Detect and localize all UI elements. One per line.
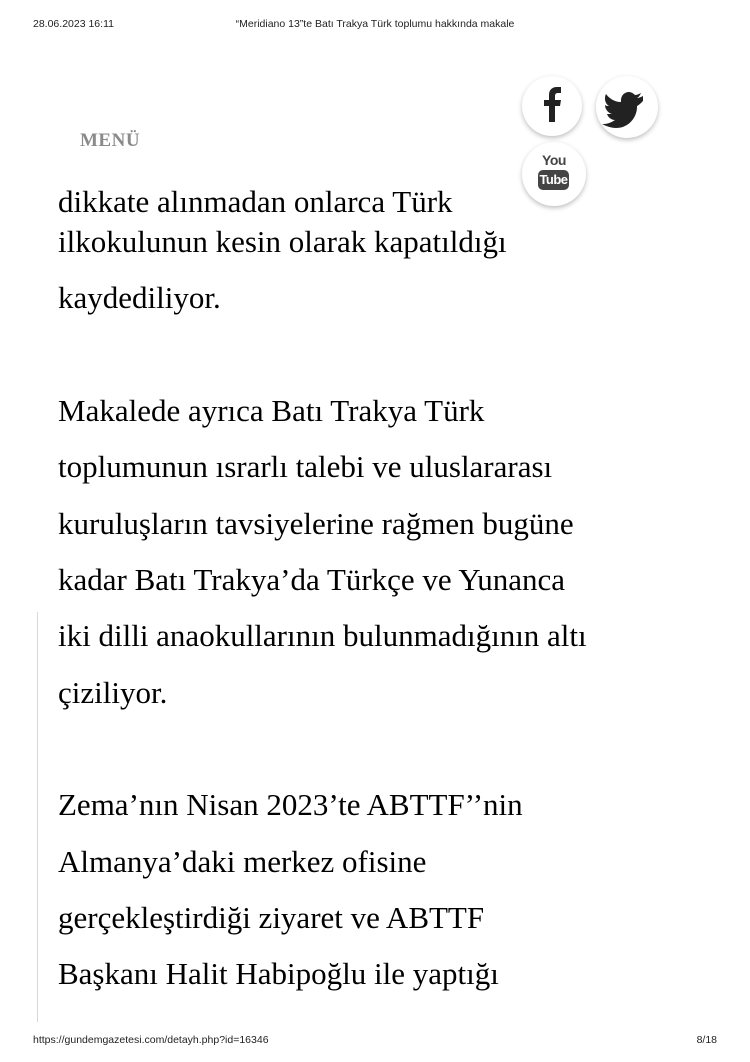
article-line: kaydediliyor.: [58, 280, 221, 316]
article-line: Başkanı Halit Habipoğlu ile yaptığı: [58, 956, 499, 992]
article-partial-line-text: dikkate alınmadan onlarca Türk: [58, 184, 453, 214]
article-body: [58, 158, 738, 1059]
print-url: https://gundemgazetesi.com/detayh.php?id=16346: [33, 1034, 269, 1046]
youtube-button[interactable]: [522, 142, 586, 206]
print-page-number: 8/18: [696, 1034, 717, 1046]
article-line: toplumunun ısrarlı talebi ve uluslararası: [58, 449, 553, 485]
print-page-title: “Meridiano 13”te Batı Trakya Türk toplumu hakkında makale: [235, 18, 515, 30]
article-paragraph-2: [58, 383, 738, 721]
article-line: gerçekleştirdiği ziyaret ve ABTTF: [58, 900, 485, 936]
menu-button[interactable]: MENÜ: [80, 130, 141, 151]
article-paragraph-1: [58, 214, 738, 327]
article-line: kadar Batı Trakya’da Türkçe ve Yunanca: [58, 562, 566, 598]
article-line: ilkokulunun kesin olarak kapatıldığı: [58, 224, 507, 259]
article-line: kuruluşların tavsiyelerine rağmen bugüne: [58, 505, 574, 541]
article-line: iki dilli anaokullarının bulunmadığının altı: [58, 618, 587, 654]
article-line: çiziliyor.: [58, 674, 168, 710]
article-line: Almanya’daki merkez ofisine: [58, 843, 427, 879]
article-paragraph-3: [58, 777, 738, 1003]
facebook-button[interactable]: [522, 76, 582, 136]
print-header: [0, 18, 750, 32]
article-partial-line: [58, 158, 738, 214]
print-footer: [0, 1034, 750, 1048]
facebook-icon: [522, 76, 582, 136]
article-line: Zema’nın Nisan 2023’te ABTTF’’nin: [58, 787, 523, 823]
print-datetime: 28.06.2023 16:11: [33, 18, 114, 30]
article-line: Makalede ayrıca Batı Trakya Türk: [58, 392, 485, 428]
side-divider: [37, 612, 38, 1022]
youtube-icon-you: You: [542, 152, 566, 168]
youtube-icon-tube: Tube: [538, 170, 569, 190]
twitter-icon: [596, 76, 658, 138]
twitter-button[interactable]: [596, 76, 658, 138]
